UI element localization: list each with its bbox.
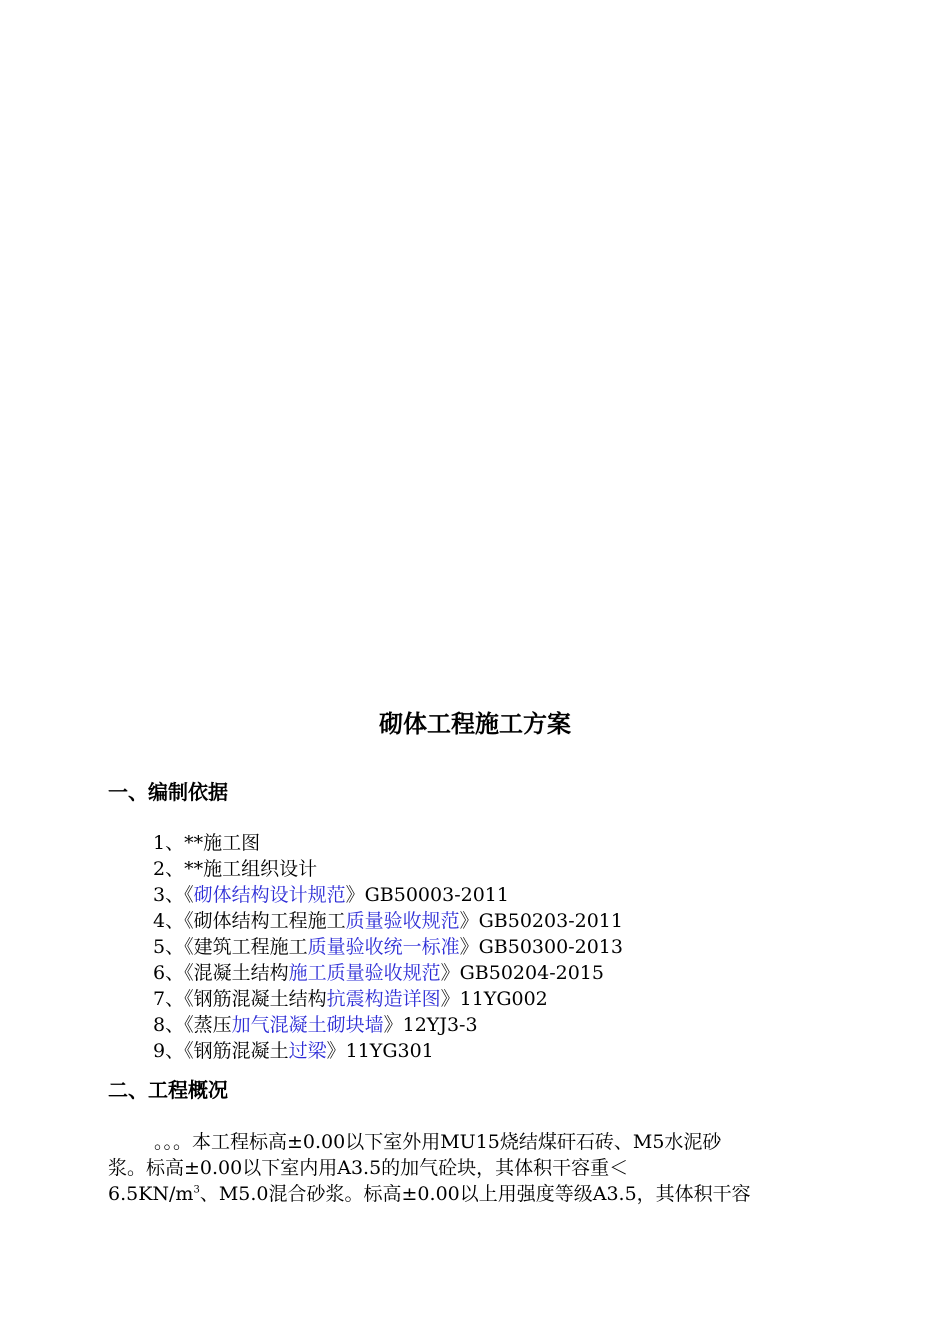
item-code: 》12YJ3-3: [383, 1014, 478, 1036]
standard-link[interactable]: 砌体结构设计规范: [193, 884, 346, 906]
item-text: 1、**施工图: [153, 832, 261, 854]
item-text: 4、《砌体结构工程施工: [153, 910, 346, 932]
paragraph-line: [108, 1181, 838, 1207]
list-item: [153, 1012, 623, 1038]
list-item: [153, 934, 623, 960]
section-heading-overview: 二、工程概况: [108, 1078, 228, 1102]
superscript: 3: [193, 1184, 200, 1196]
list-item: [153, 830, 623, 856]
item-text: 6、《混凝土结构: [153, 962, 289, 984]
paragraph-line: 浆。标高±0.00以下室内用A3.5的加气砼块，其体积干容重＜: [108, 1157, 629, 1179]
standard-link[interactable]: 施工质量验收规范: [288, 962, 441, 984]
list-item: [153, 908, 623, 934]
item-code: 》11YG002: [440, 988, 548, 1010]
standard-link[interactable]: 质量验收统一标准: [307, 936, 460, 958]
item-text: 7、《钢筋混凝土结构: [153, 988, 327, 1010]
item-code: 》GB50300-2013: [459, 936, 623, 958]
item-text: 3、《: [153, 884, 194, 906]
item-code: 》GB50003-2011: [345, 884, 509, 906]
standard-link[interactable]: 质量验收规范: [345, 910, 460, 932]
list-item: [153, 1038, 623, 1064]
list-item: [153, 986, 623, 1012]
item-code: 》11YG301: [326, 1040, 434, 1062]
item-text: 8、《蒸压: [153, 1014, 232, 1036]
list-item: [153, 882, 623, 908]
list-item: [153, 960, 623, 986]
reference-list: [153, 830, 623, 1064]
section-heading-basis: 一、编制依据: [108, 780, 228, 804]
standard-link[interactable]: 抗震构造详图: [326, 988, 441, 1010]
paragraph-text: 6.5KN/m: [108, 1183, 194, 1205]
paragraph-text: 、M5.0混合砂浆。标高±0.00以上用强度等级A3.5，其体积干容: [199, 1183, 751, 1205]
standard-link[interactable]: 加气混凝土砌块墙: [231, 1014, 384, 1036]
item-code: 》GB50204-2015: [440, 962, 604, 984]
item-code: 》GB50203-2011: [459, 910, 623, 932]
paragraph-line: 。。。本工程标高±0.00以下室外用MU15烧结煤矸石砖、M5水泥砂: [154, 1131, 722, 1153]
list-item: [153, 856, 623, 882]
standard-link[interactable]: 过梁: [288, 1040, 327, 1062]
item-text: 2、**施工组织设计: [153, 858, 318, 880]
item-text: 5、《建筑工程施工: [153, 936, 308, 958]
item-text: 9、《钢筋混凝土: [153, 1040, 289, 1062]
document-title: 砌体工程施工方案: [379, 710, 571, 738]
